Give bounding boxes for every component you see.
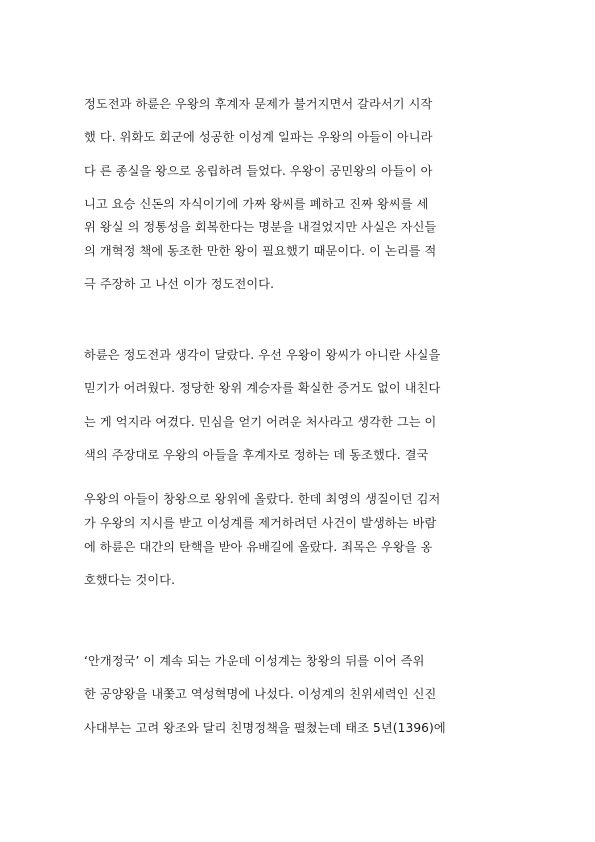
text-line: 하륜은 정도전과 생각이 달랐다. 우선 우왕이 왕씨가 아니란 사실을 [84, 348, 441, 362]
text-line: 우왕의 아들이 창왕으로 왕위에 올랐다. 한데 최영의 생질이던 김저 [84, 492, 441, 506]
text-line: 정도전과 하륜은 우왕의 후계자 문제가 불거지면서 갈라서기 시작 [84, 97, 433, 111]
text-line: 다 른 종실을 왕으로 옹립하려 들었다. 우왕이 공민왕의 아들이 아 [84, 164, 433, 178]
text-line: 는 게 억지라 여겼다. 민심을 얻기 어려운 처사라고 생각한 그는 이 [84, 415, 437, 429]
text-line: 색의 주장대로 우왕의 아들을 후계자로 정하는 데 동조했다. 결국 [84, 448, 429, 462]
text-line: 의 개혁정 책에 동조한 만한 왕이 필요했기 때문이다. 이 논리를 적 [84, 244, 437, 258]
text-line: 했 다. 위화도 회군에 성공한 이성계 일파는 우왕의 아들이 아니라 [84, 130, 433, 144]
text-line: 극 주장하 고 나선 이가 정도전이다. [84, 277, 275, 291]
text-line: ‘안개정국’ 이 계속 되는 가운데 이성계는 창왕의 뒤를 이어 즉위 [84, 654, 425, 668]
text-line: 믿기가 어려웠다. 정당한 왕위 계승자를 확실한 증거도 없이 내친다 [84, 381, 441, 395]
text-line: 니고 요승 신돈의 자식이기에 가짜 왕씨를 폐하고 진짜 왕씨를 세 [84, 197, 429, 211]
text-line: 한 공양왕을 내쫓고 역성혁명에 나섰다. 이성계의 친위세력인 신진 [84, 687, 437, 701]
text-line: 위 왕실 의 정통성을 회복한다는 명분을 내걸었지만 사실은 자신들 [84, 220, 437, 234]
text-line: 가 우왕의 지시를 받고 이성계를 제거하려던 사건이 발생하는 바람 [84, 516, 437, 530]
text-line: 호했다는 것이다. [84, 573, 176, 587]
text-line: 에 하륜은 대간의 탄핵을 받아 유배길에 올랐다. 죄목은 우왕을 옹 [84, 540, 433, 554]
text-line: 사대부는 고려 왕조와 달리 친명정책을 펼쳤는데 태조 5년(1396)에 [84, 721, 446, 735]
